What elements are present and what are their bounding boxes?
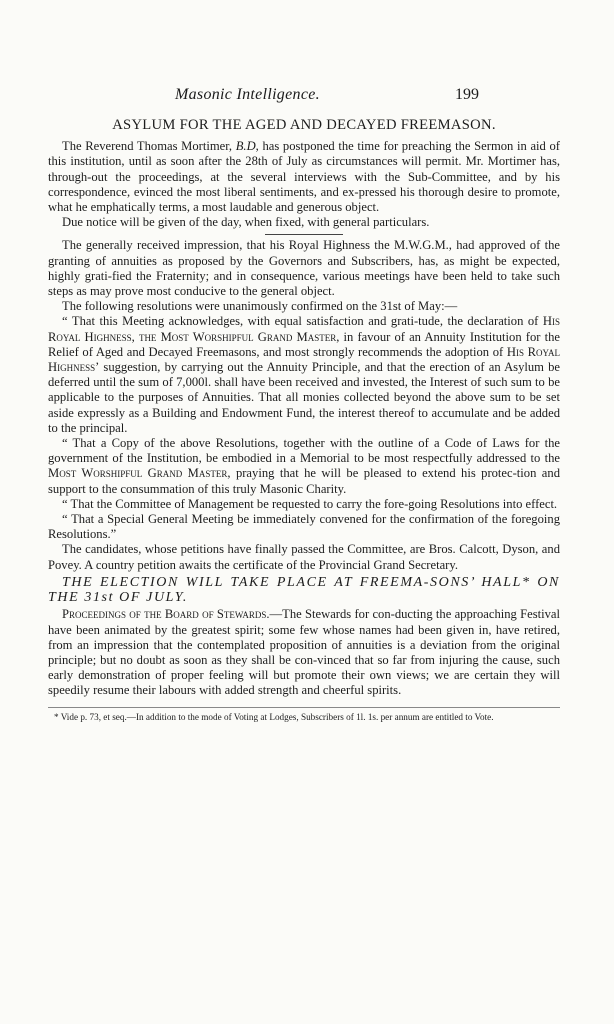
text-run: , in favour of an Annuity Institution for the Relief of Aged and Decayed Freemasons, and most strongly recommends the adoption of xyxy=(48,329,561,359)
paragraph-impression: The generally received impression, that his Royal Highness the M.W.G.M., had approved of the granting of annuities as proposed by the Governors and Subscribers, has, as might be expected, highly grati-fied the Fraternity; and in consequence, various meetings have been held to take such steps as may prove most conducive to the general object. xyxy=(48,238,560,299)
paragraph-candidates: The candidates, whose petitions have finally passed the Committee, are Bros. Calcott, Dyson, and Povey. A country petition awaits the certificate of the Provincial Grand Secretary. xyxy=(48,542,560,572)
article-title: ASYLUM FOR THE AGED AND DECAYED FREEMASON. xyxy=(112,117,496,133)
degree-italic: B.D xyxy=(235,139,256,154)
footnote: * Vide p. 73, et seq.—In addition to the mode of Voting at Lodges, Subscribers of 1l. 1s. per annum are entitled to Vote. xyxy=(54,711,494,722)
paragraph-mortimer xyxy=(48,139,560,215)
text-run: , praying that he will be pleased to extend his protec-tion and support to the consummation of this truly Masonic Charity. xyxy=(48,466,560,496)
resolution-1 xyxy=(48,314,560,436)
paragraph-resolutions-intro: The following resolutions were unanimously confirmed on the 31st of May:— xyxy=(62,299,458,314)
footnote-divider xyxy=(48,707,560,708)
text-run: “ That a Copy of the above Resolutions, together with the outline of a Code of Laws for the government of the Institution, be embodied in a Memorial to be most respectfully addressed to the xyxy=(48,436,560,466)
small-caps-run: His Royal Highness’ xyxy=(48,344,560,375)
running-head xyxy=(0,86,614,110)
small-caps-lead: Proceedings of the Board of Stewards. xyxy=(62,607,270,622)
resolution-3: “ That the Committee of Management be requested to carry the fore-going Resolutions into effect. xyxy=(62,496,558,511)
paragraph-notice: Due notice will be given of the day, when fixed, with general particulars. xyxy=(62,215,430,230)
text-run: “ That this Meeting acknowledges, with equal satisfaction and grati-tude, the declaration of xyxy=(62,314,543,329)
text-run: , has postponed the time for preaching the Sermon in aid of this institution, until as soon after the 28th of July as circumstances will permit. Mr. Mortimer has, through-out the proceedings, at the several interviews with the Sub-Committee, and by his correspondence, evinced the most liberal sentiments, and ex-pressed his thorough desire to promote, what he emphatically terms, a most laudable and generous object. xyxy=(48,139,560,215)
section-divider xyxy=(265,234,343,235)
election-notice: THE ELECTION WILL TAKE PLACE AT FREEMA-SONS’ HALL* ON THE 31st OF JULY. xyxy=(48,574,560,606)
article-body xyxy=(48,118,560,723)
resolution-2 xyxy=(48,436,560,497)
page-number: 199 xyxy=(455,86,479,103)
small-caps-run: His Royal Highness, the Most Worshipful Grand Master xyxy=(48,314,560,344)
small-caps-run: Most Worshipful Grand Master xyxy=(48,466,228,481)
text-run: —The Stewards for con-ducting the approaching Festival have been animated by the greatest spirit; some few whose names had been given in, have retired, from an impression that the contemplated proposition of annuities is a deviation from the original principle; but no doubt as soon as they shall be con-vinced that so far from injuring the cause, such early demonstration of proper feeling will but promote their own views; we are certain they will speedily resume their labours with added strength and cheerful spirits. xyxy=(48,607,561,698)
resolution-4: “ That a Special General Meeting be immediately convened for the confirmation of the foregoing Resolutions.” xyxy=(48,512,560,542)
text-run: The Reverend Thomas Mortimer, xyxy=(62,139,236,154)
text-run: suggestion, by carrying out the Annuity Principle, and that the erection of an Asylum be deferred until the sum of 7,000l. shall have been received and invested, the Interest of such sum to be applicable to the purposes of Annuities. That all monies collected beyond the above sum to be set aside expressly as a Building and Endowment Fund, the interest thereof to accumulate and be added to the principal. xyxy=(48,360,560,435)
running-head-title: Masonic Intelligence. xyxy=(175,86,320,103)
paragraph-stewards xyxy=(48,607,560,698)
